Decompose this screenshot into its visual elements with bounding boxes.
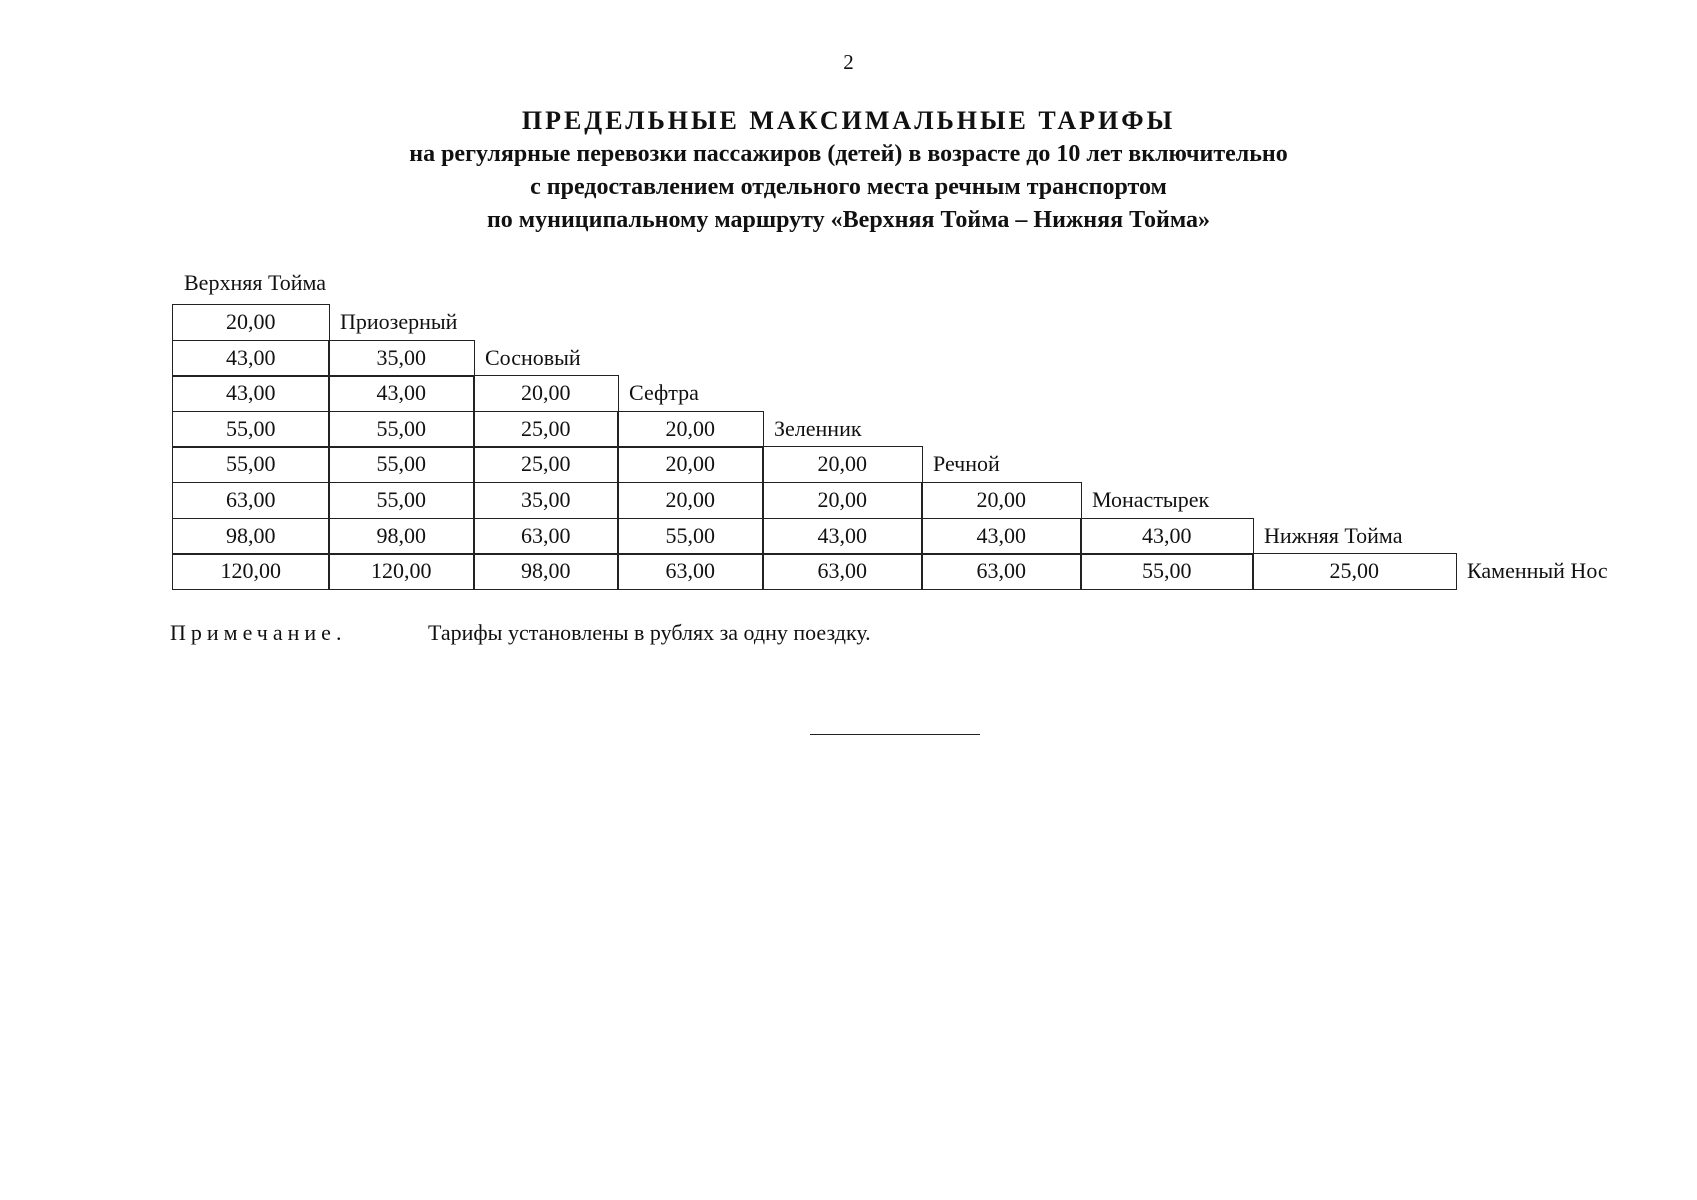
fare-cell: 98,00 bbox=[328, 518, 475, 555]
fare-cell: 25,00 bbox=[473, 411, 619, 448]
fare-cell: 63,00 bbox=[617, 553, 764, 590]
fare-cell: 35,00 bbox=[473, 482, 619, 519]
station-label: Приозерный bbox=[340, 309, 458, 334]
note bbox=[170, 620, 871, 646]
fare-cell: 55,00 bbox=[328, 482, 475, 519]
fare-cell: 20,00 bbox=[617, 446, 764, 483]
fare-cell: 20,00 bbox=[473, 375, 619, 412]
fare-cell: 43,00 bbox=[172, 375, 330, 412]
fare-cell: 63,00 bbox=[473, 518, 619, 555]
station-label: Речной bbox=[933, 451, 1000, 477]
fare-cell: 98,00 bbox=[473, 553, 619, 590]
fare-cell: 55,00 bbox=[1080, 553, 1254, 590]
fare-cell: 43,00 bbox=[1080, 518, 1254, 555]
fare-cell: 20,00 bbox=[172, 304, 330, 341]
station-label: Сефтра bbox=[629, 380, 699, 406]
fare-cell: 20,00 bbox=[921, 482, 1082, 519]
fare-cell: 25,00 bbox=[473, 446, 619, 483]
fare-cell: 55,00 bbox=[328, 446, 475, 483]
fare-cell: 120,00 bbox=[172, 553, 330, 590]
fare-cell: 43,00 bbox=[921, 518, 1082, 555]
note-label: Примечание. bbox=[170, 620, 347, 645]
fare-cell: 63,00 bbox=[921, 553, 1082, 590]
fare-cell: 20,00 bbox=[762, 446, 923, 483]
title-main: ПРЕДЕЛЬНЫЕ МАКСИМАЛЬНЫЕ ТАРИФЫ bbox=[521, 106, 1176, 135]
fare-cell: 120,00 bbox=[328, 553, 475, 590]
fare-cell: 20,00 bbox=[617, 411, 764, 448]
station-label: Верхняя Тойма bbox=[184, 270, 327, 296]
station-label: Зеленник bbox=[774, 415, 862, 441]
fare-cell: 55,00 bbox=[172, 411, 330, 448]
note-text: Тарифы установлены в рублях за одну поездку. bbox=[428, 620, 871, 645]
fare-cell: 55,00 bbox=[328, 411, 475, 448]
fare-cell: 55,00 bbox=[617, 518, 764, 555]
fare-cell: 55,00 bbox=[172, 446, 330, 483]
fare-cell: 43,00 bbox=[762, 518, 923, 555]
fare-cell: 20,00 bbox=[617, 482, 764, 519]
fare-cell: 98,00 bbox=[172, 518, 330, 555]
title-line-1: на регулярные перевозки пассажиров (детей) в возрасте до 10 лет включительно bbox=[409, 141, 1288, 167]
fare-cell: 20,00 bbox=[762, 482, 923, 519]
station-label: Нижняя Тойма bbox=[1264, 522, 1403, 548]
fare-cell: 43,00 bbox=[172, 340, 330, 377]
station-label: Каменный Нос bbox=[1467, 558, 1608, 584]
title-line-2: с предоставлением отдельного места речным транспортом bbox=[530, 174, 1167, 200]
fare-cell: 63,00 bbox=[762, 553, 923, 590]
fare-cell: 35,00 bbox=[328, 340, 475, 377]
end-line bbox=[810, 734, 980, 735]
station-label: Сосновый bbox=[485, 344, 581, 370]
title-line-3: по муниципальному маршруту «Верхняя Тойма – Нижняя Тойма» bbox=[486, 207, 1211, 233]
fare-cell: 25,00 bbox=[1252, 553, 1457, 590]
station-label: Монастырек bbox=[1092, 487, 1210, 512]
fare-cell: 43,00 bbox=[328, 375, 475, 412]
page-number: 2 bbox=[843, 50, 854, 74]
fare-cell: 63,00 bbox=[172, 482, 330, 519]
